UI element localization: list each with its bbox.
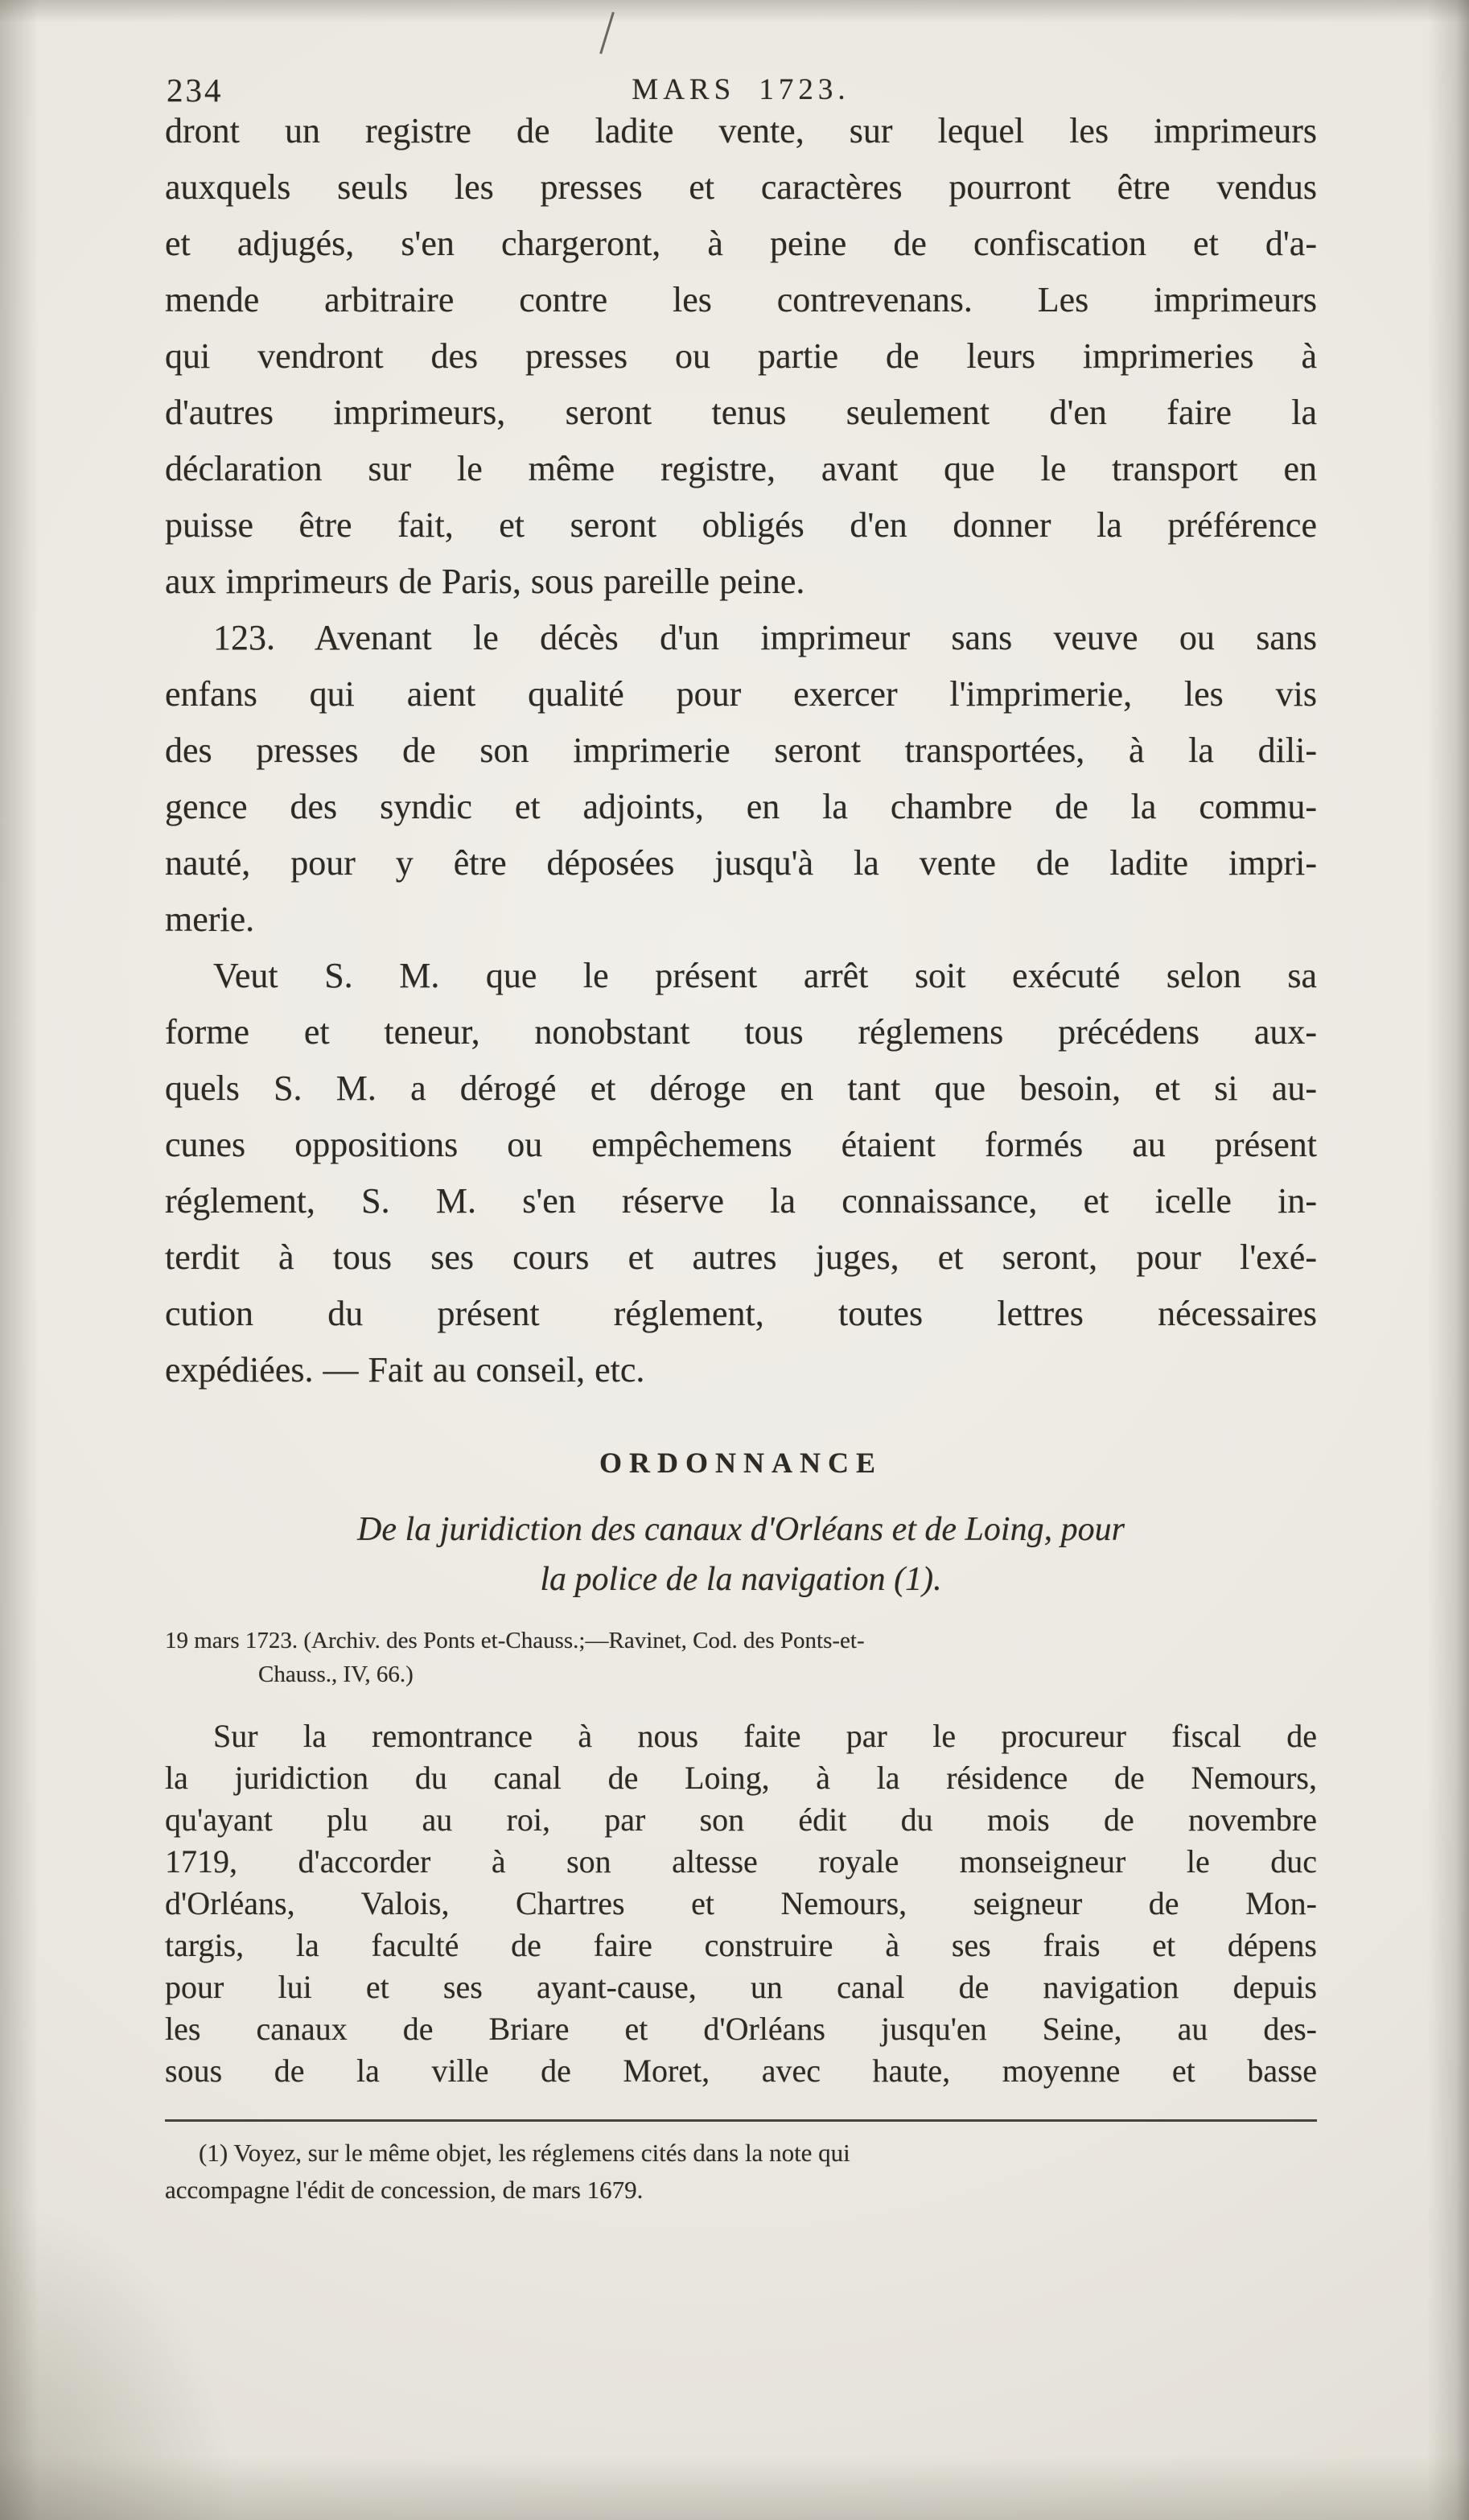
text-line: dront un registre de ladite vente, sur lequel les imprimeurs (165, 111, 1317, 150)
text-line: la juridiction du canal de Loing, à la résidence de Nemours, (165, 1760, 1317, 1796)
text-line: cunes oppositions ou empêchemens étaient formés au présent (165, 1125, 1317, 1164)
paragraph-veut-sa-majeste (165, 948, 1317, 1398)
text-line: aux imprimeurs de Paris, sous pareille peine. (165, 562, 805, 601)
ordinance-title (165, 1505, 1317, 1604)
text-line: enfans qui aient qualité pour exercer l'imprimerie, les vis (165, 674, 1317, 714)
text-line: pour lui et ses ayant-cause, un canal de navigation depuis (165, 1969, 1317, 2005)
text-line: forme et teneur, nonobstant tous réglemens précédens aux- (165, 1012, 1317, 1052)
text-line: De la juridiction des canaux d'Orléans et de Loing, pour (357, 1511, 1125, 1548)
text-line: terdit à tous ses cours et autres juges, et seront, pour l'exé- (165, 1237, 1317, 1277)
ordinance-citation (165, 1624, 1317, 1691)
paragraph-vente-registre (165, 103, 1317, 610)
text-line: Chauss., IV, 66.) (258, 1661, 414, 1687)
text-line: et adjugés, s'en chargeront, à peine de confiscation et d'a- (165, 224, 1317, 263)
ordinance-heading: ORDONNANCE (599, 1447, 883, 1479)
text-line: les canaux de Briare et d'Orléans jusqu'en Seine, au des- (165, 2011, 1317, 2047)
text-line: (1) Voyez, sur le même objet, les réglemens cités dans la note qui (199, 2139, 850, 2167)
text-line: mende arbitraire contre les contrevenans. Les imprimeurs (165, 280, 1317, 319)
text-line: puisse être fait, et seront obligés d'en donner la préférence (165, 505, 1317, 545)
scan-artifact-slash (599, 12, 615, 55)
text-line: 19 mars 1723. (Archiv. des Ponts et-Chauss.;—Ravinet, Cod. des Ponts-et- (165, 1628, 865, 1653)
footnote (165, 2135, 1317, 2209)
text-line: Sur la remontrance à nous faite par le procureur fiscal de (213, 1718, 1317, 1754)
text-line: auxquels seuls les presses et caractères pourront être vendus (165, 167, 1317, 207)
text-line: réglement, S. M. s'en réserve la connaissance, et icelle in- (165, 1181, 1317, 1221)
text-line: d'Orléans, Valois, Chartres et Nemours, seigneur de Mon- (165, 1885, 1317, 1921)
text-line: 1719, d'accorder à son altesse royale monseigneur le duc (165, 1843, 1317, 1880)
text-line: gence des syndic et adjoints, en la chambre de la commu- (165, 787, 1317, 826)
text-line: sous de la ville de Moret, avec haute, moyenne et basse (165, 2053, 1317, 2089)
text-line: 123. Avenant le décès d'un imprimeur sans veuve ou sans (213, 618, 1317, 657)
paragraph-remontrance (165, 1715, 1317, 2092)
text-line: qu'ayant plu au roi, par son édit du mois de novembre (165, 1801, 1317, 1838)
text-line: nauté, pour y être déposées jusqu'à la vente de ladite impri- (165, 843, 1317, 883)
footnote-separator (165, 2119, 1317, 2122)
page-number: 234 (167, 72, 224, 109)
text-line: des presses de son imprimerie seront transportées, à la dili- (165, 731, 1317, 770)
text-line: d'autres imprimeurs, seront tenus seulement d'en faire la (165, 393, 1317, 432)
text-line: la police de la navigation (1). (540, 1561, 942, 1598)
text-line: targis, la faculté de faire construire à ses frais et dépens (165, 1927, 1317, 1963)
text-line: qui vendront des presses ou partie de leurs imprimeries à (165, 336, 1317, 376)
text-line: cution du présent réglement, toutes lettres nécessaires (165, 1294, 1317, 1333)
text-block (165, 103, 1317, 2209)
text-line: expédiées. — Fait au conseil, etc. (165, 1350, 645, 1390)
text-line: accompagne l'édit de concession, de mars 1679. (165, 2176, 644, 2204)
text-line: déclaration sur le même registre, avant que le transport en (165, 449, 1317, 488)
text-line: merie. (165, 900, 255, 939)
text-line: quels S. M. a dérogé et déroge en tant que besoin, et si au- (165, 1069, 1317, 1108)
running-head: MARS 1723. (632, 73, 850, 106)
text-line: Veut S. M. que le présent arrêt soit exécuté selon sa (213, 956, 1317, 995)
paragraph-article-123 (165, 610, 1317, 948)
